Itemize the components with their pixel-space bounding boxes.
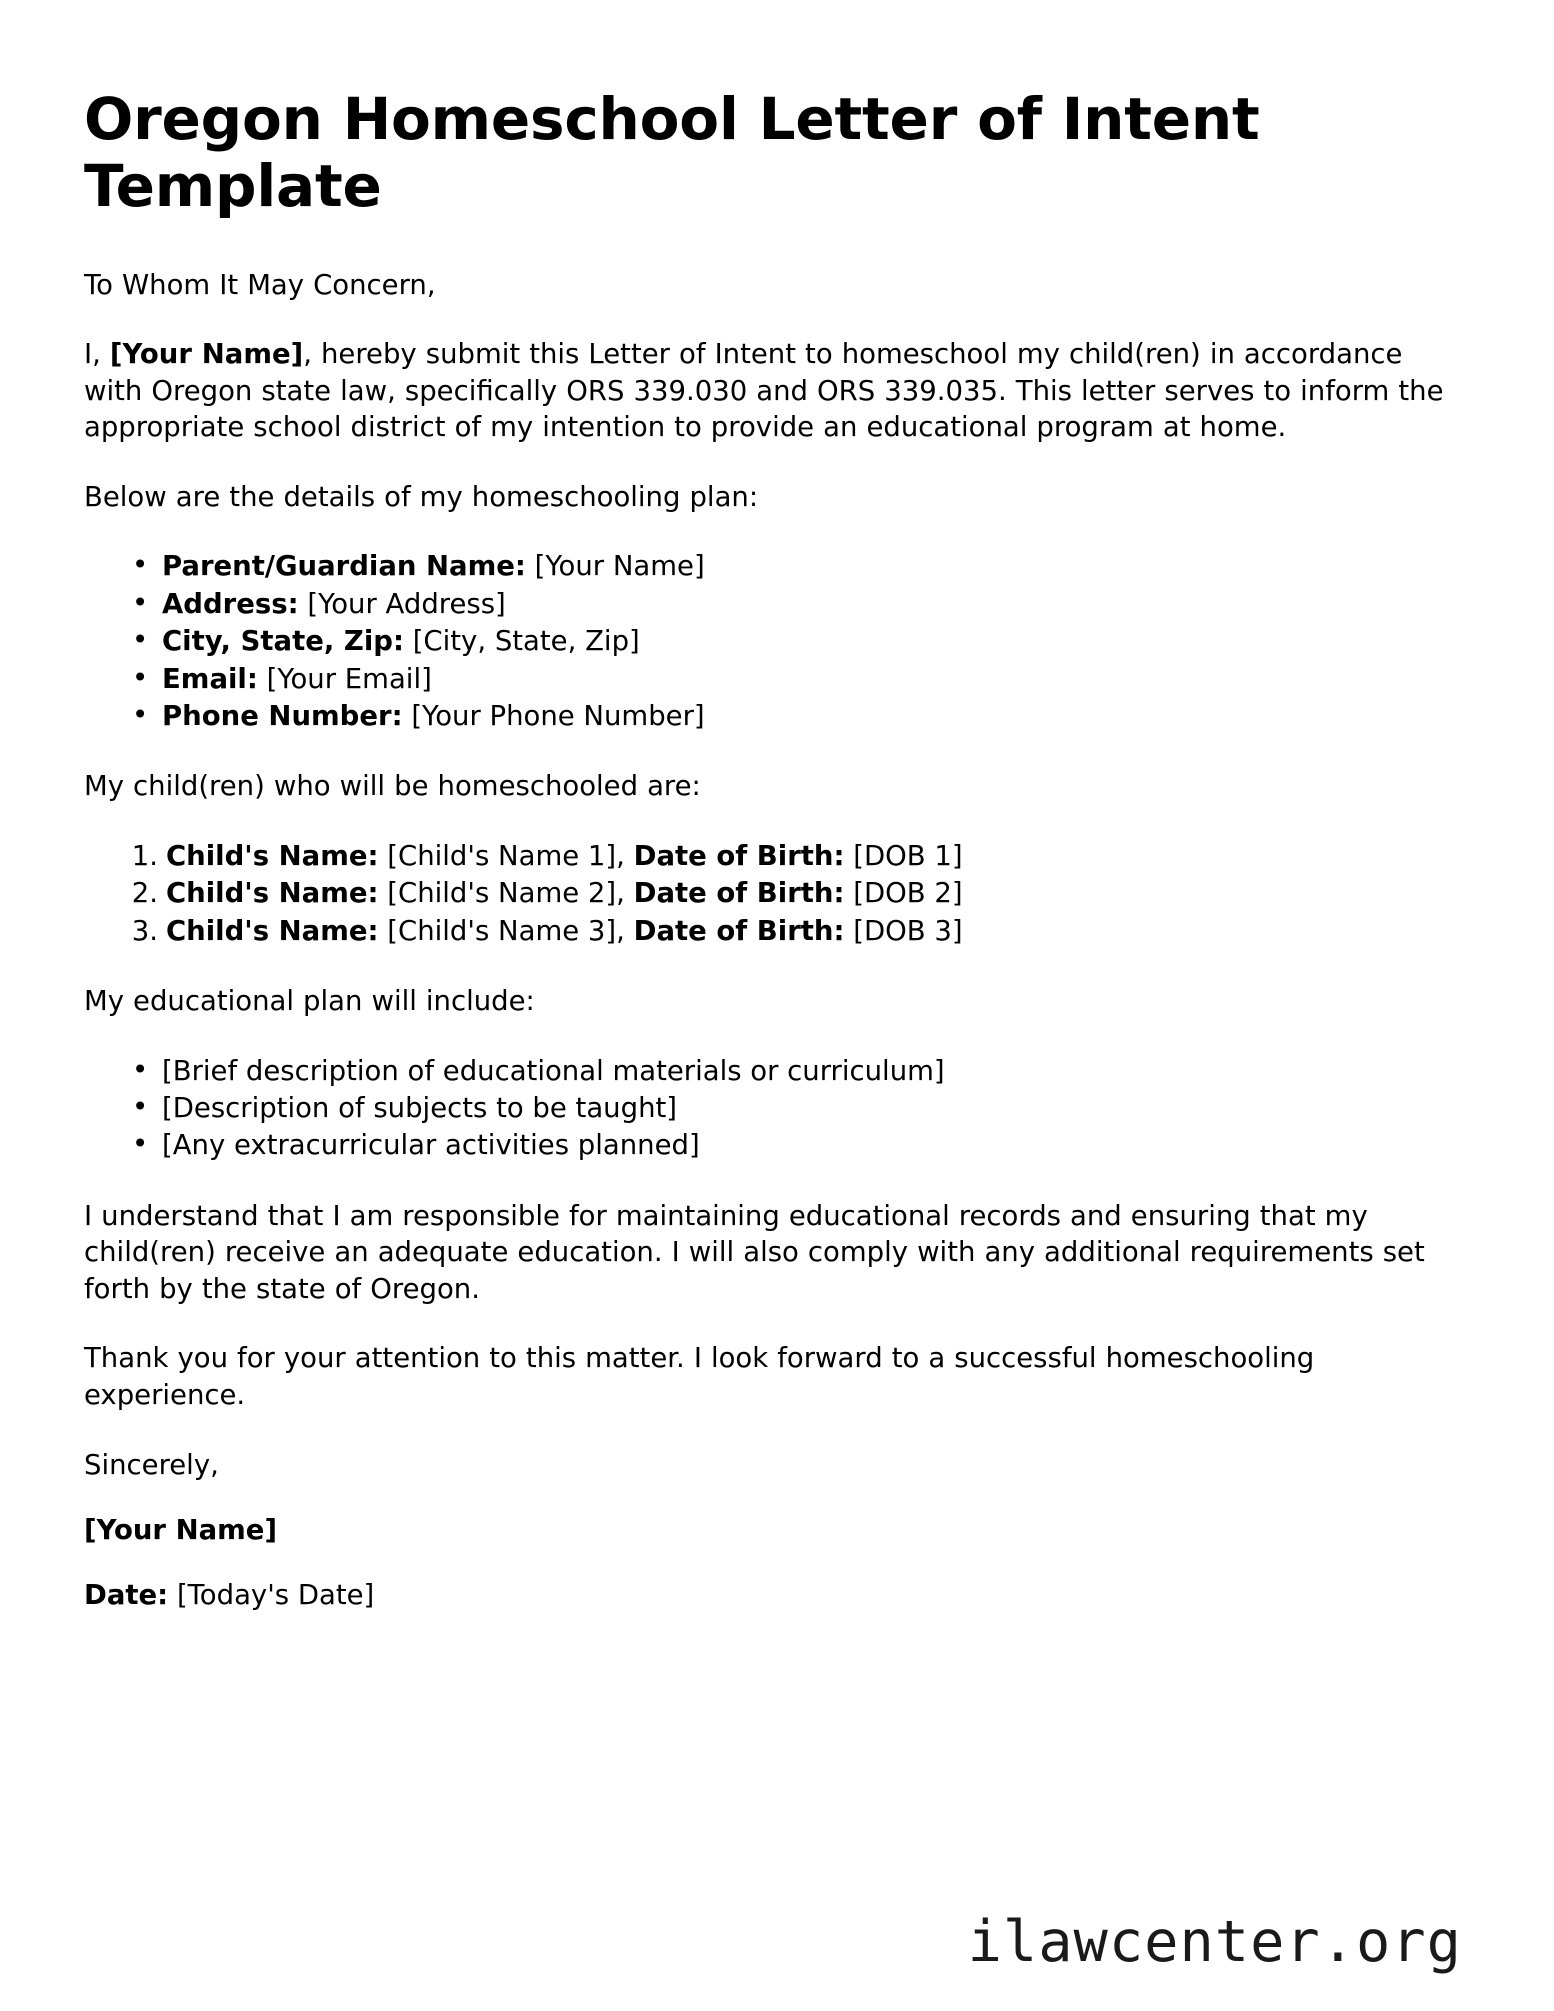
list-item: • [Description of subjects to be taught] (84, 1090, 1444, 1127)
child-name-label: Child's Name: (166, 914, 379, 947)
detail-label: Parent/Guardian Name: (162, 550, 526, 583)
detail-label: Phone Number: (162, 699, 403, 732)
detail-value: [Your Email] (266, 662, 432, 695)
list-item (84, 548, 1444, 585)
intro-after-name: , hereby submit this Letter of Intent to homeschool my child(ren) in accordance with Oregon state law, specifically ORS 339.030 and ORS 339.035. This letter serves to inform the appropriate school district of my intention to provide an educational program at home. (84, 338, 1444, 444)
plan-intro: My educational plan will include: (84, 985, 535, 1018)
list-item: • [Brief description of educational materials or curriculum] (84, 1053, 1444, 1090)
salutation: To Whom It May Concern, (84, 268, 436, 301)
list-item (84, 698, 1444, 735)
children-list (84, 838, 1444, 950)
child-name-label: Child's Name: (166, 877, 379, 910)
child-name-label: Child's Name: (166, 839, 379, 872)
child-dob-label: Date of Birth: (633, 914, 845, 947)
child-dob-value: [DOB 3] (853, 914, 963, 947)
detail-list (84, 548, 1444, 735)
detail-value: [Your Phone Number] (411, 699, 705, 732)
list-item (84, 875, 1444, 912)
date-label: Date: (84, 1579, 169, 1612)
list-item (84, 623, 1444, 660)
child-dob-value: [DOB 1] (853, 839, 963, 872)
child-dob-label: Date of Birth: (633, 839, 845, 872)
page-title: Oregon Homeschool Letter of Intent Template (84, 85, 1260, 221)
responsibility-paragraph: I understand that I am responsible for maintaining educational records and ensuring that my child(ren) receive an adequate education. I will also comply with any additional requirements set forth by the state of Oregon. (84, 1199, 1425, 1305)
detail-value: [Your Address] (307, 587, 506, 620)
thanks-paragraph: Thank you for your attention to this matter. I look forward to a successful homeschooling experience. (84, 1342, 1315, 1412)
detail-value: [City, State, Zip] (412, 625, 640, 658)
intro-before-name: I, (84, 338, 110, 371)
detail-label: Email: (162, 662, 258, 695)
list-item (84, 661, 1444, 698)
child-dob-value: [DOB 2] (853, 877, 963, 910)
closing: Sincerely, (84, 1448, 219, 1481)
site-watermark: ilawcenter.org (967, 1909, 1462, 1975)
detail-value: [Your Name] (534, 550, 705, 583)
list-item (84, 913, 1444, 950)
child-dob-label: Date of Birth: (633, 877, 845, 910)
list-item (84, 586, 1444, 623)
date-value: [Today's Date] (176, 1579, 375, 1612)
detail-label: Address: (162, 587, 299, 620)
child-name-value: [Child's Name 2], (387, 877, 625, 910)
detail-label: City, State, Zip: (162, 625, 404, 658)
list-item: • [Any extracurricular activities planned] (84, 1127, 1444, 1164)
child-name-value: [Child's Name 1], (387, 839, 625, 872)
child-name-value: [Child's Name 3], (387, 914, 625, 947)
date-line (84, 1579, 1454, 1611)
intro-name-placeholder: [Your Name] (109, 338, 304, 371)
details-intro: Below are the details of my homeschooling plan: (84, 480, 759, 513)
intro-paragraph (84, 336, 1444, 446)
signature-name: [Your Name] (84, 1514, 278, 1547)
plan-list (84, 1053, 1444, 1165)
list-item (84, 838, 1444, 875)
children-intro: My child(ren) who will be homeschooled are: (84, 770, 701, 803)
